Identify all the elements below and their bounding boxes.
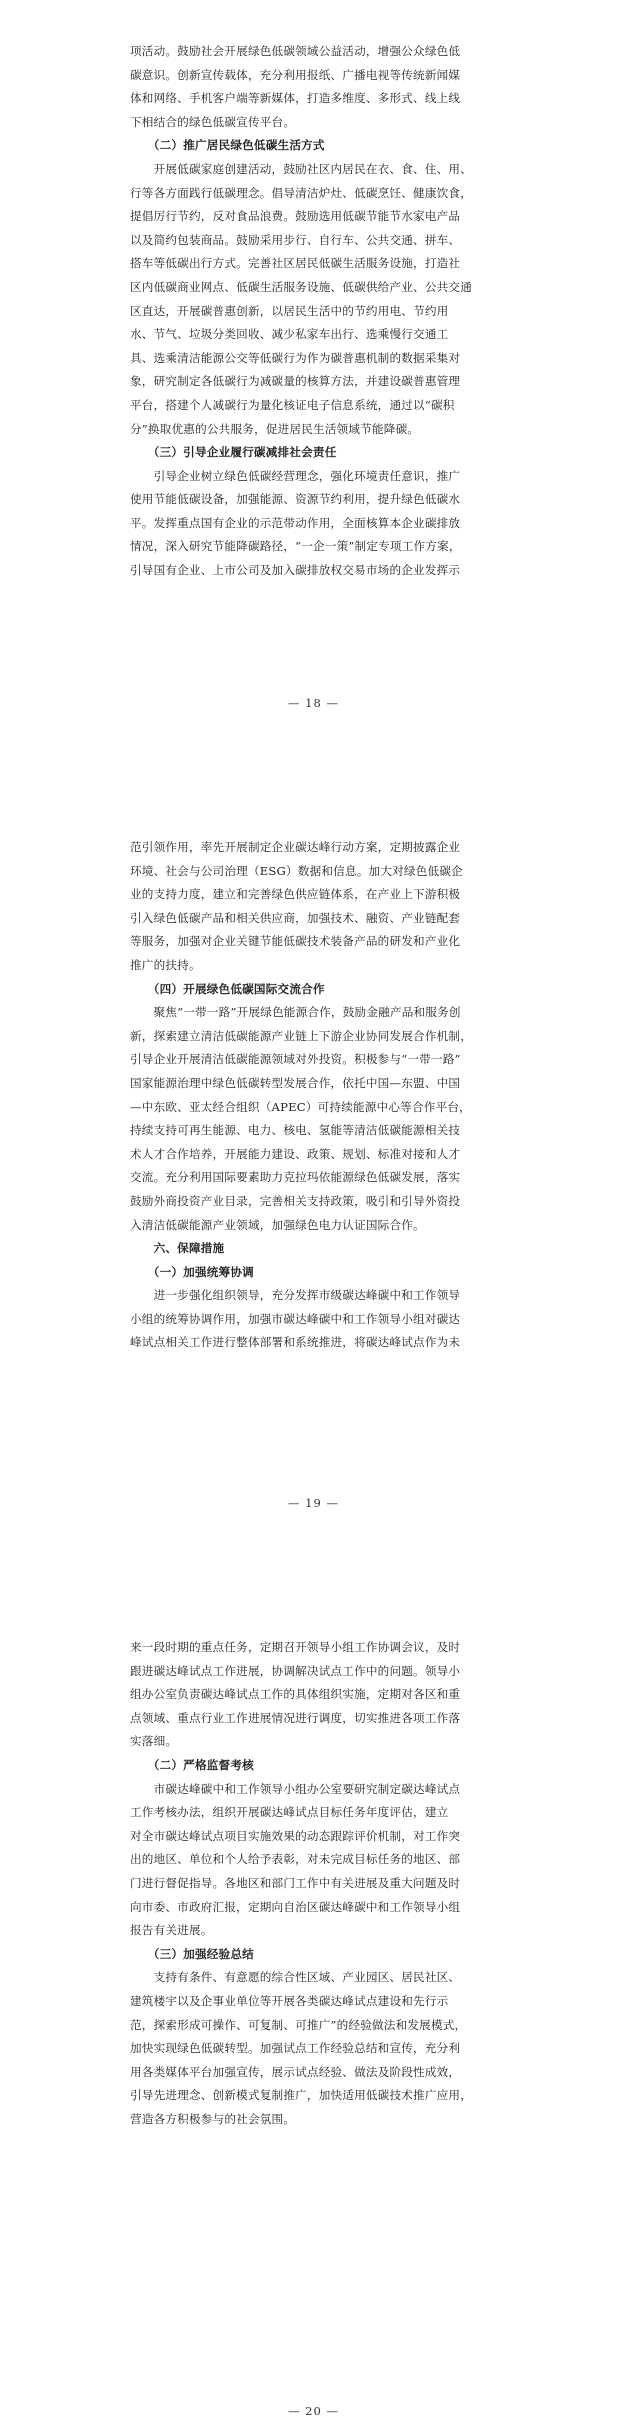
paragraph-line: —中东欧、亚太经合组织（APEC）可持续能源中心等合作平台，: [130, 1099, 471, 1114]
paragraph-line: 持续支持可再生能源、电力、核电、氢能等清洁低碳能源相关技: [130, 1123, 461, 1138]
paragraph-line: 平。发挥重点国有企业的示范带动作用，全面核算本企业碳排放: [130, 515, 461, 530]
paragraph-line: 范引领作用，率先开展制定企业碳达峰行动方案，定期披露企业: [130, 840, 461, 854]
paragraph-line: 向市委、市政府汇报，定期向自治区碳达峰碳中和工作领导小组: [130, 1899, 461, 1914]
section-heading: （四）开展绿色低碳国际交流合作: [130, 981, 325, 996]
paragraph-line: 平台，搭建个人减碳行为量化核证电子信息系统，通过以“碳积: [130, 397, 455, 412]
paragraph-line: 点领域、重点行业工作进展情况进行调度，切实推进各项工作落: [130, 1710, 461, 1725]
paragraph-line: 引导先进理念、创新模式复制推广，加快适用低碳技术推广应用，: [130, 2088, 473, 2103]
page-text: [130, 1636, 500, 2131]
document-page-20: [0, 1600, 627, 2428]
paragraph-line: 体和网络、手机客户端等新媒体，打造多维度、多形式、线上线: [130, 91, 461, 106]
paragraph-line: 行等各方面践行低碳理念。倡导清洁炉灶、低碳烹饪、健康饮食，: [130, 185, 473, 200]
page-number: — 18 —: [288, 696, 339, 710]
paragraph-line: 使用节能低碳设备，加强能源、资源节约利用，提升绿色低碳水: [130, 492, 461, 507]
paragraph-line: 建筑楼宇以及企事业单位等开展各类碳达峰试点建设和先行示: [130, 1993, 449, 2008]
page-text: [130, 836, 500, 1355]
paragraph-line: 等服务，加强对企业关键节能低碳技术装备产品的研发和产业化: [130, 934, 461, 949]
section-heading: 六、保障措施: [130, 1241, 225, 1256]
section-heading: （二）严格监督考核: [130, 1757, 254, 1772]
paragraph-line: 营造各方积极参与的社会氛围。: [130, 2111, 296, 2126]
page-number: — 19 —: [288, 1496, 339, 1510]
paragraph-line: 门进行督促指导。各地区和部门工作中有关进展及重大问题及时: [130, 1875, 461, 1890]
paragraph-line: 鼓励外商投资产业目录，完善相关支持政策，吸引和引导外资投: [130, 1193, 461, 1208]
page-number: — 20 —: [288, 2404, 339, 2418]
paragraph-line: 引入绿色低碳产品和相关供应商，加强技术、融资、产业链配套: [130, 910, 461, 925]
paragraph-line: 区内低碳商业网点、低碳生活服务设施、低碳供给产业、公共交通: [130, 279, 473, 294]
paragraph-line: 对全市碳达峰试点项目实施效果的动态跟踪评价机制，对工作突: [130, 1828, 461, 1843]
section-heading: （一）加强统筹协调: [130, 1264, 254, 1279]
paragraph-line: 新，探索建立清洁低碳能源产业链上下游企业协同发展合作机制，: [130, 1028, 473, 1043]
paragraph-line: 跟进碳达峰试点工作进展，协调解决试点工作中的问题。领导小: [130, 1663, 461, 1678]
paragraph-line: 碳意识。创新宣传载体，充分利用报纸、广播电视等传统新闻媒: [130, 67, 461, 82]
section-heading: （二）推广居民绿色低碳生活方式: [130, 138, 325, 153]
paragraph-line: 分”换取优惠的公共服务，促进居民生活领域节能降碳。: [130, 421, 420, 436]
paragraph-line: 小组的统筹协调作用，加强市碳达峰碳中和工作领导小组对碳达: [130, 1311, 461, 1326]
section-heading: （三）加强经验总结: [130, 1946, 254, 1961]
paragraph-line: 工作考核办法，组织开展碳达峰试点目标任务年度评估，建立: [130, 1805, 449, 1820]
paragraph-line: 开展低碳家庭创建活动，鼓励社区内居民在衣、食、住、用、: [130, 161, 473, 176]
paragraph-line: 交流。充分利用国际要素助力克拉玛依能源绿色低碳发展，落实: [130, 1170, 461, 1185]
paragraph-line: 范，探索形成可操作、可复制、可推广”的经验做法和发展模式，: [130, 2017, 467, 2032]
paragraph-line: 实落细。: [130, 1734, 178, 1749]
paragraph-line: 项活动。鼓励社会开展绿色低碳领域公益活动，增强公众绿色低: [130, 44, 461, 58]
paragraph-line: 用各类媒体平台加强宣传，展示试点经验、做法及阶段性成效，: [130, 2064, 461, 2079]
paragraph-line: 推广的扶持。: [130, 957, 201, 972]
paragraph-line: 环境、社会与公司治理（ESG）数据和信息。加大对绿色低碳企: [130, 863, 463, 878]
paragraph-line: 进一步强化组织领导，充分发挥市级碳达峰碳中和工作领导: [130, 1288, 461, 1303]
paragraph-line: 具、选乘清洁能源公交等低碳行为作为碳普惠机制的数据采集对: [130, 350, 461, 365]
paragraph-line: 以及简约包装商品。鼓励采用步行、自行车、公共交通、拼车、: [130, 232, 461, 247]
paragraph-line: 加快实现绿色低碳转型。加强试点工作经验总结和宣传，充分利: [130, 2041, 461, 2056]
paragraph-line: 提倡厉行节约，反对食品浪费。鼓励选用低碳节能节水家电产品: [130, 209, 461, 224]
paragraph-line: 象，研究制定各低碳行为减碳量的核算方法，并建设碳普惠管理: [130, 374, 461, 389]
paragraph-line: 组办公室负责碳达峰试点工作的具体组织实施，定期对各区和重: [130, 1687, 461, 1702]
paragraph-line: 出的地区、单位和个人给予表彰，对未完成目标任务的地区、部: [130, 1852, 461, 1867]
paragraph-line: 水、节气、垃圾分类回收、减少私家车出行、选乘慢行交通工: [130, 327, 449, 342]
paragraph-line: 搭车等低碳出行方式。完善社区居民低碳生活服务设施，打造社: [130, 256, 461, 271]
paragraph-line: 报告有关进展。: [130, 1923, 213, 1938]
paragraph-line: 业的支持力度，建立和完善绿色供应链体系，在产业上下游积极: [130, 887, 461, 902]
paragraph-line: 引导国有企业、上市公司及加入碳排放权交易市场的企业发挥示: [130, 563, 461, 578]
paragraph-line: 情况，深入研究节能降碳路径，“一企一策”制定专项工作方案，: [130, 539, 461, 554]
document-page-18: [0, 0, 627, 800]
paragraph-line: 入清洁低碳能源产业领域，加强绿色电力认证国际合作。: [130, 1217, 425, 1232]
paragraph-line: 术人才合作培养，开展能力建设、政策、规划、标准对接和人才: [130, 1146, 461, 1161]
page-text: [130, 40, 500, 583]
paragraph-line: 来一段时期的重点任务，定期召开领导小组工作协调会议，及时: [130, 1640, 461, 1654]
section-heading: （三）引导企业履行碳减排社会责任: [130, 445, 337, 460]
paragraph-line: 市碳达峰碳中和工作领导小组办公室要研究制定碳达峰试点: [130, 1781, 461, 1796]
paragraph-line: 聚焦“一带一路”开展绿色能源合作，鼓励金融产品和服务创: [130, 1005, 461, 1020]
paragraph-line: 下相结合的绿色低碳宣传平台。: [130, 114, 296, 129]
paragraph-line: 引导企业树立绿色低碳经营理念，强化环境责任意识，推广: [130, 468, 461, 483]
paragraph-line: 国家能源治理中绿色低碳转型发展合作，依托中国—东盟、中国: [130, 1075, 461, 1090]
paragraph-line: 支持有条件、有意愿的综合性区域、产业园区、居民社区、: [130, 1970, 461, 1985]
paragraph-line: 峰试点相关工作进行整体部署和系统推进，将碳达峰试点作为未: [130, 1335, 461, 1350]
paragraph-line: 区直达，开展碳普惠创新，以居民生活中的节约用电、节约用: [130, 303, 449, 318]
paragraph-line: 引导企业开展清洁低碳能源领域对外投资。积极参与“一带一路”: [130, 1052, 461, 1067]
document-page-19: [0, 800, 627, 1600]
